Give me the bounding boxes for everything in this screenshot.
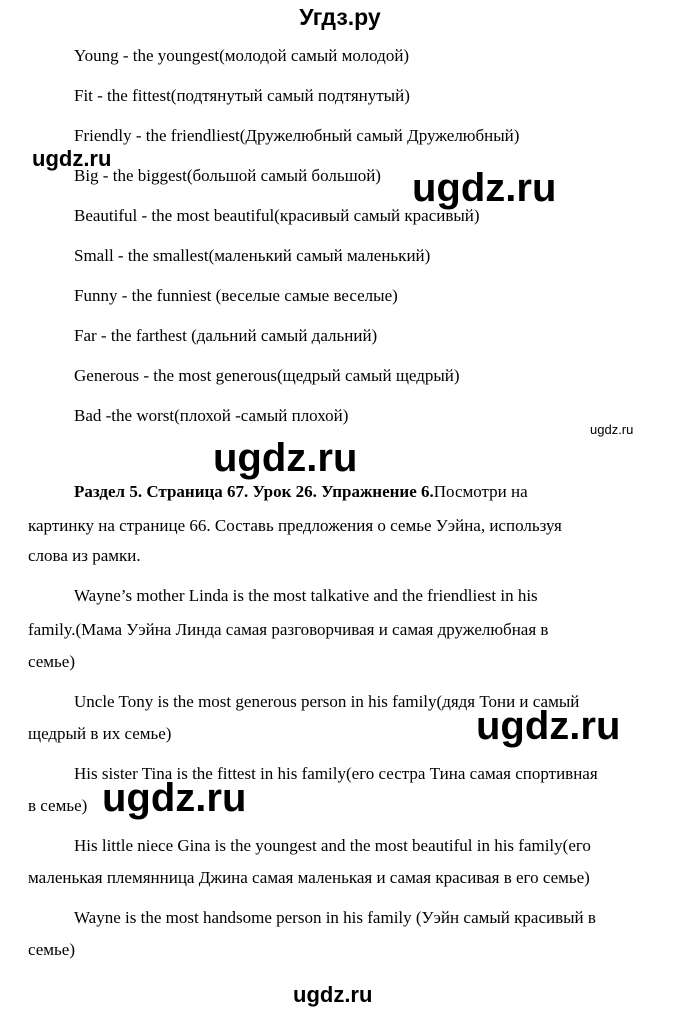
exercise-task-line: слова из рамки.: [28, 546, 141, 565]
site-title: Угдз.ру: [299, 4, 381, 30]
sentence-line: семье): [28, 940, 76, 959]
sentence-line: маленькая племянница Джина самая маленькая и самая красивая в его семье): [28, 868, 590, 887]
adjective-line: Fit - the fittest(подтянутый самый подтянутый): [74, 86, 410, 105]
sentence-line: Wayne is the most handsome person in his family (Уэйн самый красивый в: [74, 908, 596, 927]
footer-watermark: ugdz.ru: [293, 982, 373, 1007]
watermark: ugdz.ru: [590, 422, 634, 437]
sentence-line: семье): [28, 652, 76, 671]
adjective-line: Small - the smallest(маленький самый маленький): [74, 246, 431, 265]
exercise-task-start: Посмотри на: [433, 482, 528, 501]
adjective-line: Friendly - the friendliest(Дружелюбный самый Дружелюбный): [74, 126, 520, 145]
watermark: ugdz.ru: [102, 776, 247, 820]
exercise-task-line: картинку на странице 66. Составь предложения о семье Уэйна, используя: [28, 516, 562, 535]
adjective-line: Big - the biggest(большой самый большой): [74, 166, 381, 185]
exercise-heading-line: [74, 482, 528, 502]
watermark: ugdz.ru: [412, 166, 557, 210]
sentence-line: в семье): [28, 796, 88, 815]
sentence-line: His sister Tina is the fittest in his family(его сестра Тина самая спортивная: [74, 764, 598, 783]
exercise-heading: Раздел 5. Страница 67. Урок 26. Упражнение 6.: [74, 482, 434, 501]
sentence-line: Wayne’s mother Linda is the most talkative and the friendliest in his: [74, 586, 538, 605]
sentence-line: Uncle Tony is the most generous person in his family(дядя Тони и самый: [74, 692, 580, 711]
adjective-line: Beautiful - the most beautiful(красивый самый красивый): [74, 206, 480, 225]
adjective-line: Funny - the funniest (веселые самые веселые): [74, 286, 398, 305]
watermark: ugdz.ru: [213, 436, 358, 480]
watermark: ugdz.ru: [32, 146, 112, 171]
sentence-line: family.(Мама Уэйна Линда самая разговорчивая и самая дружелюбная в: [28, 620, 549, 639]
sentence-line: щедрый в их семье): [28, 724, 172, 743]
sentence-line: His little niece Gina is the youngest and the most beautiful in his family(его: [74, 836, 591, 855]
adjective-line: Generous - the most generous(щедрый самый щедрый): [74, 366, 460, 385]
watermark: ugdz.ru: [476, 704, 621, 748]
adjective-line: Bad -the worst(плохой -самый плохой): [74, 406, 349, 425]
adjective-line: Far - the farthest (дальний самый дальний): [74, 326, 378, 345]
adjective-line: Young - the youngest(молодой самый молодой): [74, 46, 410, 65]
